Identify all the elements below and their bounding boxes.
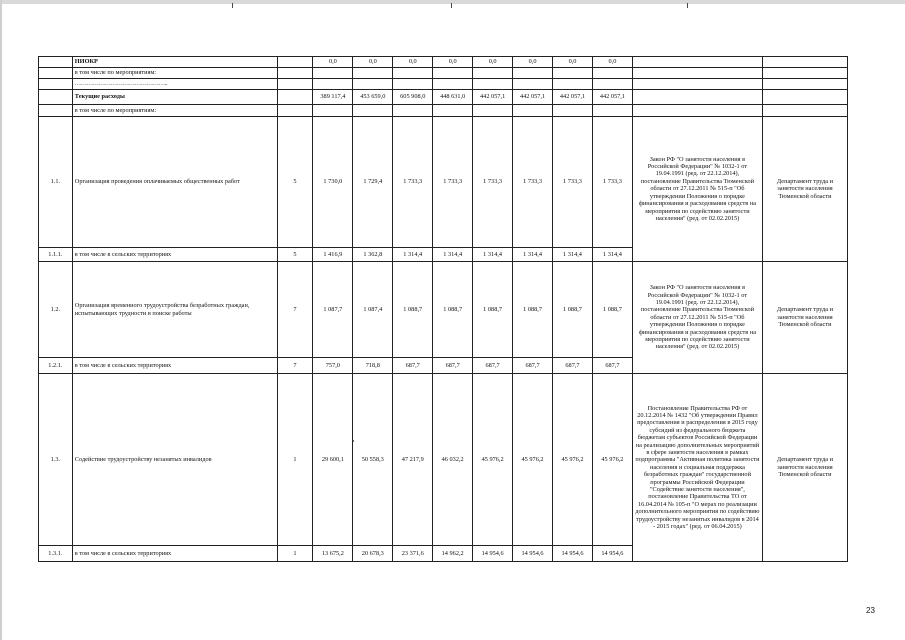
row-name: в том числе в сельских территориях bbox=[72, 358, 277, 374]
value-cell: 0,0 bbox=[353, 57, 393, 68]
code-cell bbox=[39, 57, 73, 68]
value-cell: 45 976,2 bbox=[553, 374, 593, 546]
executor-cell: Департамент труда и занятости населения Тюменской области bbox=[762, 374, 847, 562]
row-name: НИОКР bbox=[72, 57, 277, 68]
executor-cell: Департамент труда и занятости населения Тюменской области bbox=[762, 117, 847, 262]
code-cell bbox=[39, 68, 73, 79]
value-cell: 45 976,2 bbox=[513, 374, 553, 546]
table-row bbox=[39, 79, 848, 90]
value-cell: 1 730,0 bbox=[313, 117, 353, 248]
value-cell: 605 908,0 bbox=[393, 90, 433, 105]
scan-left-edge bbox=[0, 0, 2, 640]
page-number: 23 bbox=[866, 606, 875, 615]
value-cell: 687,7 bbox=[433, 358, 473, 374]
legal-basis-cell: Закон РФ "О занятости населения в Российской Федерации" № 1032-1 от 19.04.1991 (ред. от 22.12.2014), постановление Правительства Тюменской области от 27.12.2011 № 515-п "Об утверждении Положения о порядке финансирования и расходования средств на мероприятия по содействию занятости населения" (ред. от 02.02.2015) bbox=[632, 262, 762, 374]
table-row bbox=[39, 90, 848, 105]
value-cell: 442 057,1 bbox=[553, 90, 593, 105]
row-name: Содействие трудоустройству незанятых инвалидов bbox=[72, 374, 277, 546]
row-name: в том числе в сельских территориях bbox=[72, 546, 277, 562]
row-name: Организация временного трудоустройства безработных граждан, испытывающих трудности в поиске работы bbox=[72, 262, 277, 358]
value-cell: 14 954,6 bbox=[513, 546, 553, 562]
table-row bbox=[39, 105, 848, 117]
value-cell: 442 057,1 bbox=[592, 90, 632, 105]
value-cell: 1 733,3 bbox=[473, 117, 513, 248]
value-cell: 20 678,3 bbox=[353, 546, 393, 562]
value-cell: 687,7 bbox=[473, 358, 513, 374]
value-cell: 718,8 bbox=[353, 358, 393, 374]
value-cell: 1 314,4 bbox=[393, 248, 433, 262]
budget-table bbox=[38, 56, 848, 562]
row-name: в том числе по мероприятиям: bbox=[72, 68, 277, 79]
row-name: Текущие расходы bbox=[72, 90, 277, 105]
value-cell: 1 733,3 bbox=[553, 117, 593, 248]
value-cell: 29 600,1 bbox=[313, 374, 353, 546]
legal-basis-cell: Закон РФ "О занятости населения в Российской Федерации" № 1032-1 от 19.04.1991 (ред. от 22.12.2014), постановление Правительства Тюменской области от 27.12.2011 № 515-п "Об утверждении Положения о порядке финансирования и расходования средств на мероприятия по содействию занятости населения" (ред. от 02.02.2015) bbox=[632, 117, 762, 262]
value-cell: 0,0 bbox=[553, 57, 593, 68]
qty-cell: 7 bbox=[277, 262, 313, 358]
row-code: 1.3. bbox=[39, 374, 73, 546]
row-name: в том числе по мероприятиям: bbox=[72, 105, 277, 117]
value-cell: 1 088,7 bbox=[553, 262, 593, 358]
value-cell: 13 675,2 bbox=[313, 546, 353, 562]
value-cell: 448 631,0 bbox=[433, 90, 473, 105]
value-cell: 1 362,8 bbox=[353, 248, 393, 262]
value-cell: 0,0 bbox=[592, 57, 632, 68]
row-code: 1.2.1. bbox=[39, 358, 73, 374]
value-cell: 1 087,7 bbox=[313, 262, 353, 358]
value-cell: 1 314,4 bbox=[592, 248, 632, 262]
value-cell: 1 733,3 bbox=[433, 117, 473, 248]
value-cell: 45 976,2 bbox=[473, 374, 513, 546]
value-cell: 1 087,4 bbox=[353, 262, 393, 358]
legal-basis-cell: Постановление Правительства РФ от 20.12.2014 № 1432 "Об утверждении Правил предоставления и распределения в 2015 году субсидий из федерального бюджета бюджетам субъектов Российской Федерации на реализацию дополнительных мероприятий в сфере занятости населения в рамках подпрограммы "Активная политика занятости населения и социальная поддержка безработных граждан" государственной программы Российской Федерации "Содействие занятости населения", постановление Правительства ТО от 16.04.2014 № 105-п "О мерах по реализации дополнительного мероприятия по содействию трудоустройству незанятых инвалидов в 2014 - 2015 годах" (ред. от 06.04.2015) bbox=[632, 374, 762, 562]
scan-tick-mark bbox=[451, 3, 452, 8]
value-cell: 0,0 bbox=[393, 57, 433, 68]
value-cell: 1 088,7 bbox=[592, 262, 632, 358]
value-cell: 1 416,9 bbox=[313, 248, 353, 262]
value-cell: 0,0 bbox=[513, 57, 553, 68]
row-code: 1.3.1. bbox=[39, 546, 73, 562]
qty-cell: 1 bbox=[277, 546, 313, 562]
value-cell: 50 558,3 bbox=[353, 374, 393, 546]
value-cell: 389 117,4 bbox=[313, 90, 353, 105]
value-cell: 442 057,1 bbox=[513, 90, 553, 105]
qty-cell: 5 bbox=[277, 117, 313, 248]
value-cell: 0,0 bbox=[473, 57, 513, 68]
executor-cell: Департамент труда и занятости населения Тюменской области bbox=[762, 262, 847, 374]
value-cell: 687,7 bbox=[393, 358, 433, 374]
value-cell: 1 088,7 bbox=[513, 262, 553, 358]
qty-cell: 5 bbox=[277, 248, 313, 262]
table-row bbox=[39, 68, 848, 79]
row-name: Организация проведения оплачиваемых общественных работ bbox=[72, 117, 277, 248]
value-cell: 1 314,4 bbox=[553, 248, 593, 262]
legal-basis-cell bbox=[632, 57, 762, 68]
value-cell: 1 314,4 bbox=[513, 248, 553, 262]
value-cell: 687,7 bbox=[592, 358, 632, 374]
scan-speck bbox=[352, 440, 354, 442]
code-cell bbox=[39, 105, 73, 117]
scan-top-edge bbox=[0, 0, 905, 4]
scan-tick-mark bbox=[232, 3, 233, 8]
value-cell: 45 976,2 bbox=[592, 374, 632, 546]
value-cell: 442 057,1 bbox=[473, 90, 513, 105]
row-name: ……………………………………….. bbox=[72, 79, 277, 90]
value-cell: 14 954,6 bbox=[553, 546, 593, 562]
value-cell: 14 954,6 bbox=[473, 546, 513, 562]
qty-cell bbox=[277, 57, 313, 68]
value-cell: 687,7 bbox=[553, 358, 593, 374]
value-cell: 0,0 bbox=[313, 57, 353, 68]
executor-cell bbox=[762, 57, 847, 68]
value-cell: 1 314,4 bbox=[433, 248, 473, 262]
qty-cell bbox=[277, 90, 313, 105]
row-code: 1.1. bbox=[39, 117, 73, 248]
qty-cell: 1 bbox=[277, 374, 313, 546]
table-row bbox=[39, 117, 848, 248]
value-cell: 687,7 bbox=[513, 358, 553, 374]
code-cell bbox=[39, 90, 73, 105]
value-cell: 1 733,3 bbox=[513, 117, 553, 248]
value-cell: 453 659,0 bbox=[353, 90, 393, 105]
legal-basis-cell bbox=[632, 90, 762, 105]
value-cell: 1 314,4 bbox=[473, 248, 513, 262]
value-cell: 0,0 bbox=[433, 57, 473, 68]
value-cell: 1 088,7 bbox=[433, 262, 473, 358]
code-cell bbox=[39, 79, 73, 90]
value-cell: 1 733,3 bbox=[393, 117, 433, 248]
value-cell: 14 962,2 bbox=[433, 546, 473, 562]
row-code: 1.2. bbox=[39, 262, 73, 358]
qty-cell: 7 bbox=[277, 358, 313, 374]
value-cell: 1 729,4 bbox=[353, 117, 393, 248]
executor-cell bbox=[762, 90, 847, 105]
value-cell: 1 088,7 bbox=[393, 262, 433, 358]
value-cell: 14 954,6 bbox=[592, 546, 632, 562]
table-row bbox=[39, 57, 848, 68]
table-row bbox=[39, 374, 848, 546]
table-row bbox=[39, 262, 848, 358]
value-cell: 47 217,9 bbox=[393, 374, 433, 546]
value-cell: 23 371,6 bbox=[393, 546, 433, 562]
value-cell: 1 088,7 bbox=[473, 262, 513, 358]
row-name: в том числе в сельских территориях bbox=[72, 248, 277, 262]
row-code: 1.1.1. bbox=[39, 248, 73, 262]
scan-tick-mark bbox=[687, 3, 688, 8]
value-cell: 1 733,3 bbox=[592, 117, 632, 248]
value-cell: 46 032,2 bbox=[433, 374, 473, 546]
value-cell: 757,0 bbox=[313, 358, 353, 374]
